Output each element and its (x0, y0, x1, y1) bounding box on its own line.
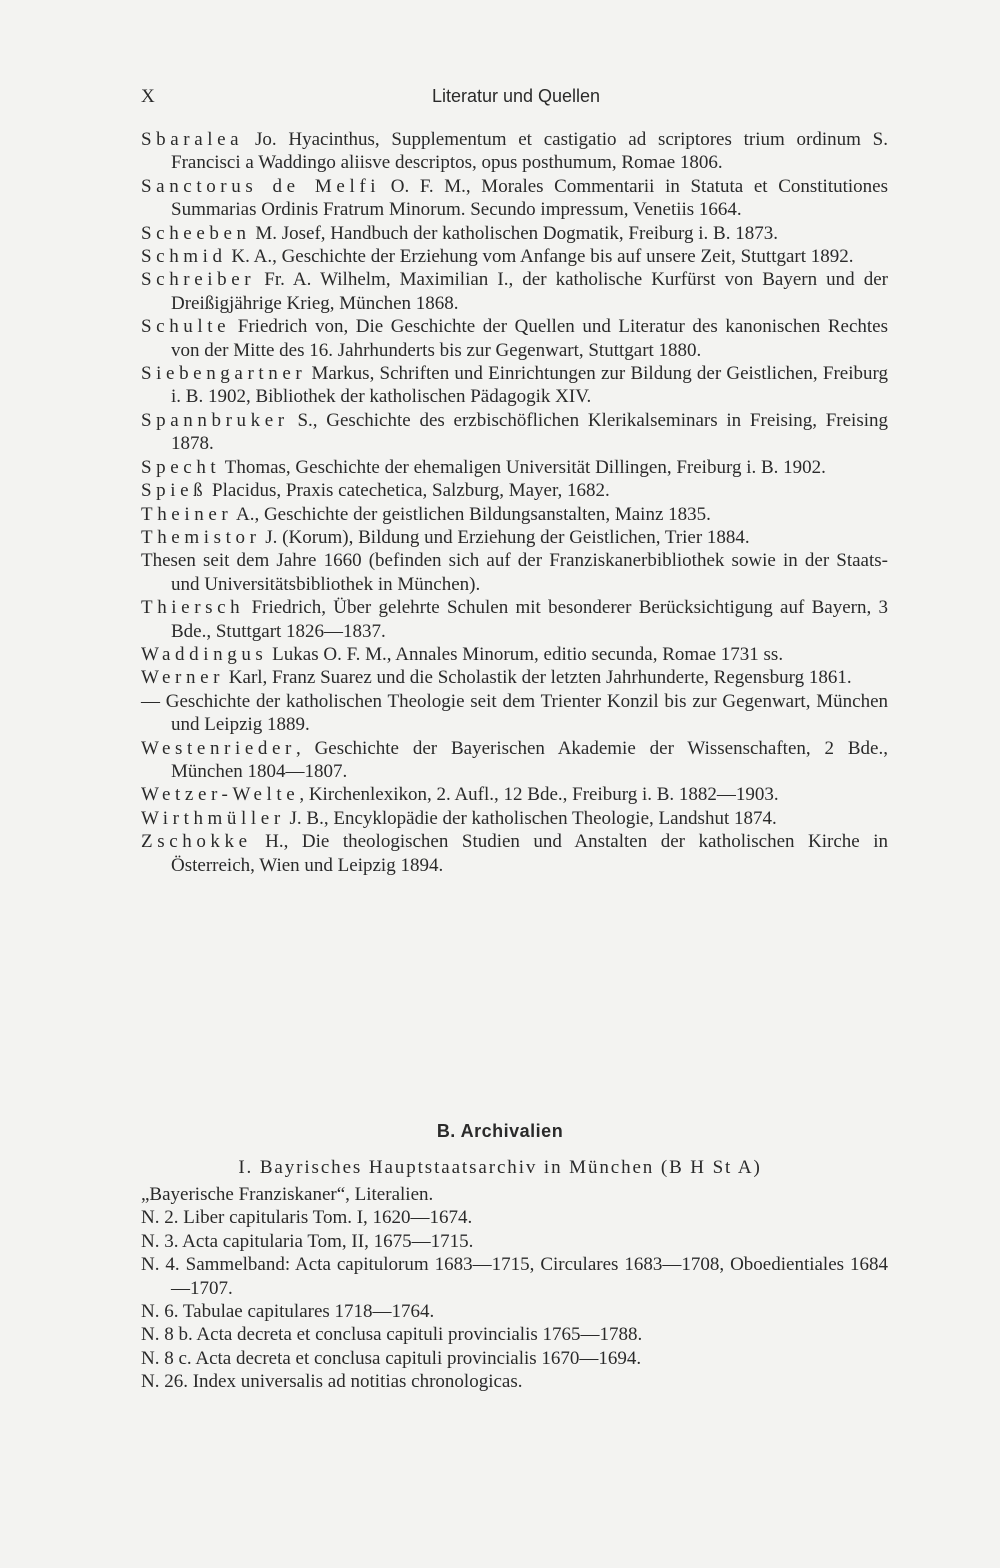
entry-author: Werner (141, 667, 225, 689)
entry-text: Thomas, Geschichte der ehemaligen Universität Dillingen, Freiburg i. B. 1902. (220, 456, 826, 478)
bibliography-entry (141, 456, 888, 479)
bibliography-entry (141, 549, 888, 596)
entry-text: M. Josef, Handbuch der katholischen Dogmatik, Freiburg i. B. 1873. (250, 222, 778, 244)
bibliography-entry (141, 128, 888, 175)
entry-author: Siebengartner (141, 363, 307, 385)
entry-text: Fr. A. Wilhelm, Maximilian I., der katholische Kurfürst von Bayern und der Dreißigjährige Krieg, München 1868. (171, 269, 888, 314)
entry-author: Theiner (141, 503, 233, 525)
entry-text: S., Geschichte des erzbischöflichen Klerikalseminars in Freising, Freising 1878. (171, 409, 888, 455)
bibliography-entry (141, 315, 888, 362)
entry-text: Markus, Schriften und Einrichtungen zur Bildung der Geistlichen, Freiburg i. B. 1902, Bibliothek der katholischen Pädagogik XIV. (171, 363, 888, 408)
archive-list (141, 1183, 888, 1394)
archive-item: N. 26. Index universalis ad notitias chronologicas. (141, 1371, 523, 1393)
bibliography-entry (141, 596, 888, 643)
entry-text: A., Geschichte der geistlichen Bildungsanstalten, Mainz 1835. (232, 503, 711, 525)
entry-text: Friedrich, Über gelehrte Schulen mit besonderer Berücksichtigung auf Bayern, 3 Bde., Stuttgart 1826—1837. (171, 597, 888, 642)
entry-author: Sbaralea (141, 129, 244, 150)
entry-text: K. A., Geschichte der Erziehung vom Anfange bis auf unsere Zeit, Stuttgart 1892. (226, 246, 854, 268)
archive-item: N. 4. Sammelband: Acta capitulorum 1683—1715, Circulares 1683—1708, Oboedientiales 1684—1707. (141, 1254, 888, 1299)
entry-author: Wirthmüller (141, 807, 285, 829)
entry-author: Spieß (141, 480, 208, 502)
bibliography-entry (141, 362, 888, 409)
bibliography-entry (141, 268, 888, 315)
entry-author: Zschokke (141, 831, 252, 853)
bibliography-entry (141, 245, 888, 268)
entry-text: O. F. M., Morales Commentarii in Statuta et Constitutiones Summarias Ordinis Fratrum Minorum. Secundo impressum, Venetiis 1664. (171, 175, 888, 221)
archive-item: N. 8 b. Acta decreta et conclusa capituli provincialis 1765—1788. (141, 1324, 643, 1346)
entry-author: Scheeben (141, 222, 251, 244)
archive-item: N. 3. Acta capitularia Tom, II, 1675—1715. (141, 1230, 474, 1252)
entry-text: — Geschichte der katholischen Theologie seit dem Trienter Konzil bis zur Gegenwart, München und Leipzig 1889. (141, 690, 888, 736)
bibliography-entry (141, 830, 888, 877)
archive-item: N. 8 c. Acta decreta et conclusa capituli provincialis 1670—1694. (141, 1347, 642, 1369)
bibliography-entry (141, 666, 888, 689)
bibliography-entry (141, 643, 888, 666)
bibliography-entry (141, 526, 888, 549)
entry-author: Westenrieder (141, 737, 296, 759)
archive-item: N. 2. Liber capitularis Tom. I, 1620—1674. (141, 1207, 473, 1229)
bibliography-entry (141, 690, 888, 737)
entry-author: Thiersch (141, 597, 245, 619)
section-title: B. Archivalien (436, 1121, 564, 1141)
entry-author: Specht (141, 456, 221, 478)
entry-text: H., Die theologischen Studien und Anstalten der katholischen Kirche in Österreich, Wien und Leipzig 1894. (171, 831, 888, 876)
archive-subheading: I. Bayrisches Hauptstaatsarchiv in München (B H St A) (238, 1157, 762, 1178)
bibliography-entry (141, 479, 888, 502)
archive-item: „Bayerische Franziskaner“, Literalien. (141, 1184, 434, 1205)
entry-text: J. (Korum), Bildung und Erziehung der Geistlichen, Trier 1884. (260, 526, 750, 548)
bibliography-entry (141, 807, 888, 830)
bibliography-entry (141, 409, 888, 456)
bibliography-entry (141, 783, 888, 806)
entry-text: Lukas O. F. M., Annales Minorum, editio secunda, Romae 1731 ss. (267, 643, 784, 665)
entry-text: Jo. Hyacinthus, Supplementum et castigatio ad scriptores trium ordinum S. Francisci a Waddingo aliisve descriptos, opus posthumum, Romae 1806. (171, 129, 888, 174)
entry-text: Placidus, Praxis catechetica, Salzburg, Mayer, 1682. (207, 480, 610, 502)
entry-text: , Geschichte der Bayerischen Akademie der Wissenschaften, 2 Bde., München 1804—1807. (171, 737, 888, 782)
bibliography-entry (141, 503, 888, 526)
bibliography-entry (141, 175, 888, 222)
entry-text: J. B., Encyklopädie der katholischen Theologie, Landshut 1874. (284, 807, 777, 829)
entry-text: , Kirchenlexikon, 2. Aufl., 12 Bde., Freiburg i. B. 1882—1903. (299, 784, 779, 806)
entry-author: Schmid (141, 246, 227, 268)
bibliography-entry (141, 737, 888, 784)
entry-author: Schulte (141, 316, 231, 338)
bibliography-list (141, 128, 888, 877)
entry-text: Thesen seit dem Jahre 1660 (befinden sich auf der Franziskanerbibliothek sowie in der Staats- und Universitätsbibliothek in München). (141, 550, 888, 595)
running-title: Literatur und Quellen (431, 86, 601, 106)
entry-author: Schreiber (141, 269, 256, 291)
page-number: X (141, 86, 155, 107)
running-header (141, 86, 891, 114)
entry-text: Friedrich von, Die Geschichte der Quellen und Literatur des kanonischen Rechtes von der Mitte des 16. Jahrhunderts bis zur Gegenwart, Stuttgart 1880. (171, 316, 888, 361)
entry-author: Waddingus (141, 643, 268, 665)
entry-author: Wetzer-Welte (141, 784, 300, 806)
archive-item: N. 6. Tabulae capitulares 1718—1764. (141, 1301, 435, 1323)
entry-author: Sanctorus de Melfi (141, 175, 381, 197)
entry-author: Themistor (141, 526, 261, 548)
entry-text: Karl, Franz Suarez und die Scholastik der letzten Jahrhunderte, Regensburg 1861. (224, 667, 852, 689)
bibliography-entry (141, 222, 888, 245)
entry-author: Spannbruker (141, 409, 289, 431)
